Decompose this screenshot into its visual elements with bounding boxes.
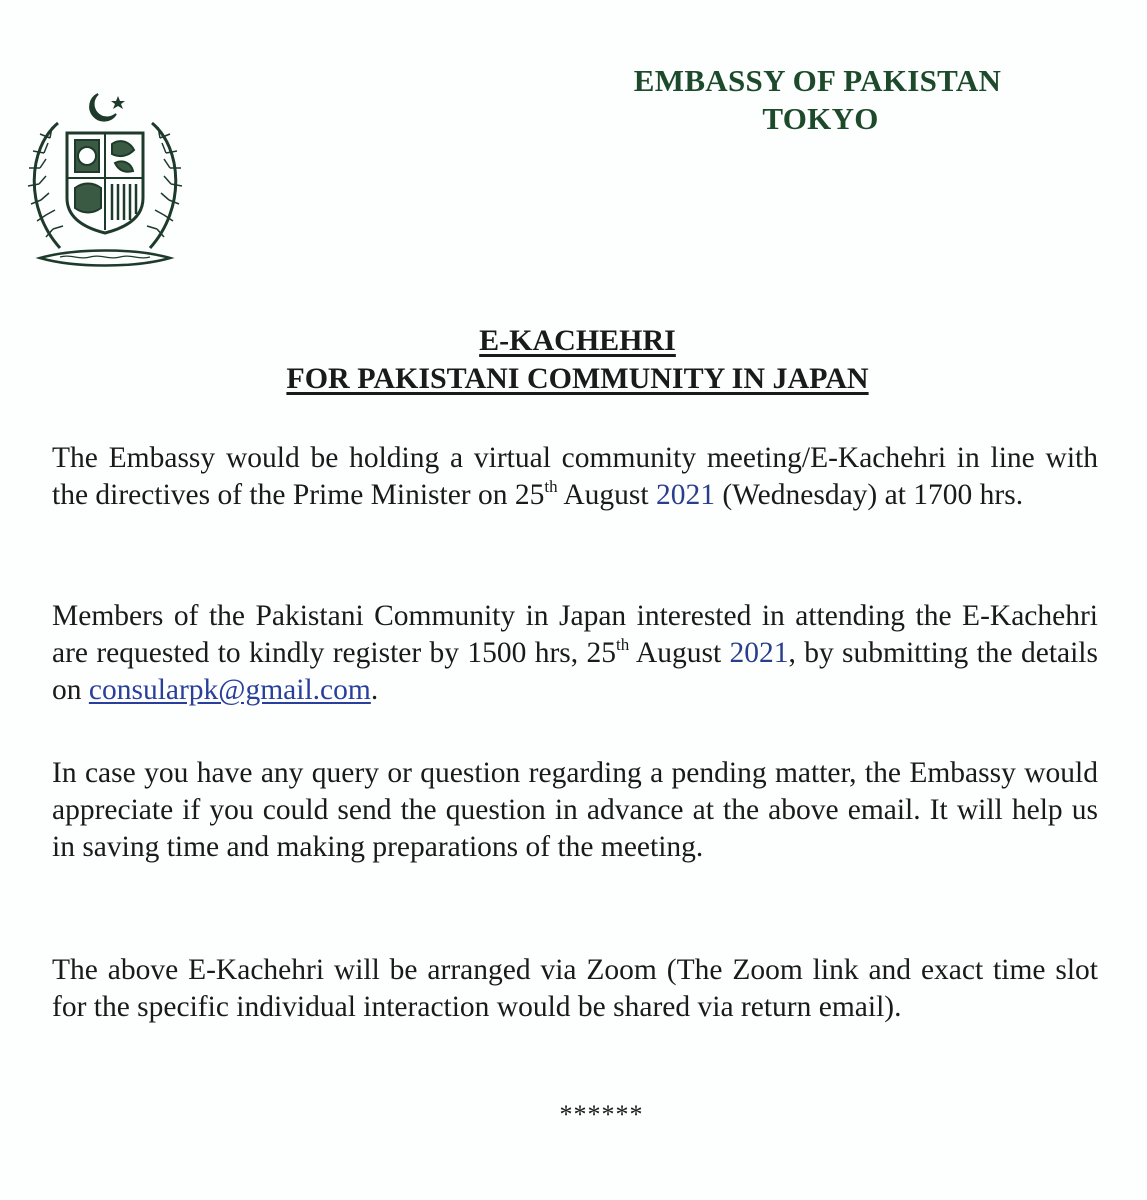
p1-text-c: (Wednesday) at 1700 hrs. bbox=[714, 479, 1024, 511]
email-link[interactable]: consularpk@gmail.com bbox=[88, 674, 371, 706]
paragraph-queries: In case you have any query or question regarding a pending matter, the Embassy would appreciate if you could send the question in advance at the above email. It will help us in saving time and making preparations of the meeting. bbox=[52, 757, 1098, 863]
p1-text-a: The Embassy would be holding a virtual community meeting/E-Kachehri in line with the directives of the Prime Minister on 25 bbox=[52, 442, 1098, 511]
state-emblem-icon bbox=[20, 88, 190, 283]
embassy-header bbox=[560, 62, 1075, 138]
p2-year: 2021 bbox=[729, 637, 789, 669]
title-line-1: E-KACHEHRI bbox=[479, 324, 676, 357]
p2-superscript: th bbox=[615, 635, 630, 654]
paragraph-meeting-announcement bbox=[52, 440, 1098, 514]
title-line-2: FOR PAKISTANI COMMUNITY IN JAPAN bbox=[286, 362, 869, 395]
header-line-1: EMBASSY OF PAKISTAN bbox=[633, 63, 1002, 98]
p2-text-d: . bbox=[370, 674, 379, 706]
p1-year: 2021 bbox=[655, 479, 715, 511]
end-mark: ****** bbox=[559, 1100, 644, 1129]
p2-text-c: , by submitting the details on bbox=[52, 637, 1098, 706]
document-title bbox=[0, 322, 1147, 398]
p1-text-b: August bbox=[557, 479, 656, 511]
p1-superscript: th bbox=[544, 477, 558, 496]
p2-text-b: August bbox=[629, 637, 730, 669]
p2-text-a: Members of the Pakistani Community in Japan interested in attending the E-Kachehri are requested to kindly register by 1500 hrs, 25 bbox=[52, 600, 1098, 669]
header-line-2: TOKYO bbox=[762, 101, 879, 136]
paragraph-registration bbox=[52, 598, 1098, 709]
paragraph-zoom-arrangement: The above E-Kachehri will be arranged via Zoom (The Zoom link and exact time slot for the specific individual interaction would be shared via return email). bbox=[52, 954, 1098, 1023]
